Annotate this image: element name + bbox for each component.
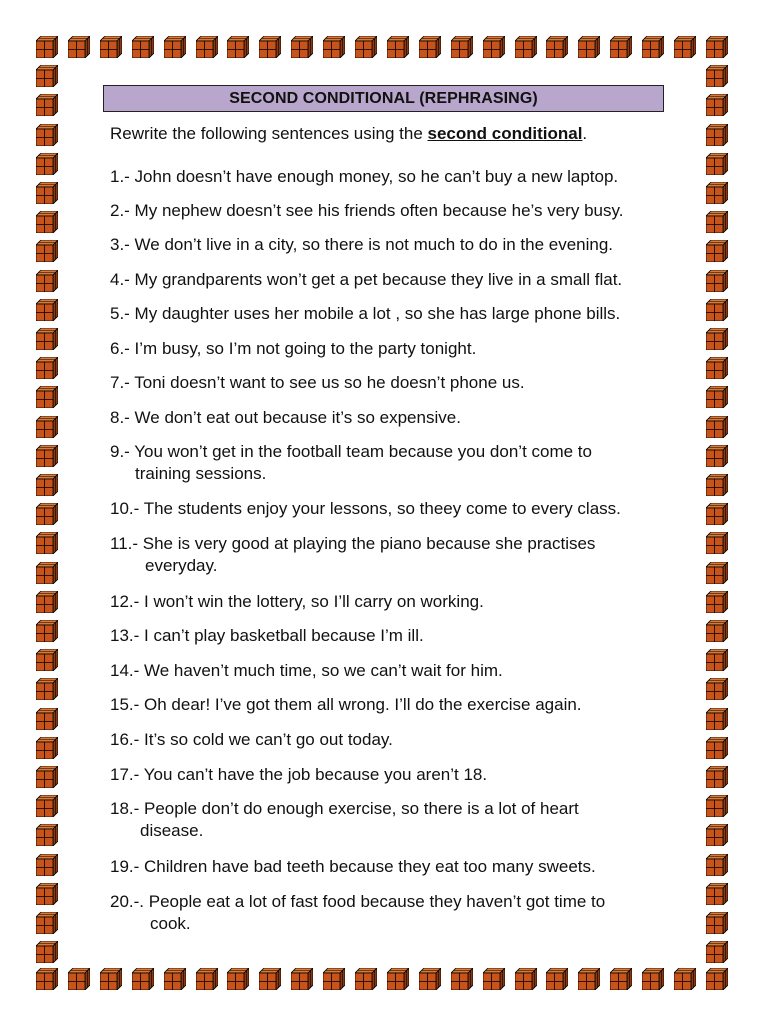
brick-cube-icon xyxy=(36,65,58,87)
exercise-item: 1.- John doesn’t have enough money, so he can’t buy a new laptop. xyxy=(110,167,619,186)
exercise-item: 17.- You can’t have the job because you aren’t 18. xyxy=(110,765,488,784)
brick-cube-icon xyxy=(323,36,345,58)
brick-cube-icon xyxy=(706,386,728,408)
brick-cube-icon xyxy=(706,708,728,730)
brick-cube-icon xyxy=(451,36,473,58)
exercise-item: 19.- Children have bad teeth because they eat too many sweets. xyxy=(110,857,596,876)
brick-cube-icon xyxy=(355,36,377,58)
brick-cube-icon xyxy=(36,968,58,990)
brick-cube-icon xyxy=(36,795,58,817)
brick-cube-icon xyxy=(706,912,728,934)
brick-cube-icon xyxy=(706,941,728,963)
brick-cube-icon xyxy=(578,36,600,58)
brick-cube-icon xyxy=(36,357,58,379)
brick-cube-icon xyxy=(36,474,58,496)
brick-cube-icon xyxy=(291,36,313,58)
exercise-item: 2.- My nephew doesn’t see his friends often because he’s very busy. xyxy=(110,201,624,220)
brick-cube-icon xyxy=(546,36,568,58)
brick-cube-icon xyxy=(68,36,90,58)
brick-cube-icon xyxy=(706,211,728,233)
brick-cube-icon xyxy=(706,824,728,846)
brick-cube-icon xyxy=(36,678,58,700)
brick-cube-icon xyxy=(36,416,58,438)
brick-cube-icon xyxy=(706,503,728,525)
brick-cube-icon xyxy=(706,328,728,350)
brick-cube-icon xyxy=(483,36,505,58)
brick-cube-icon xyxy=(259,968,281,990)
brick-cube-icon xyxy=(706,270,728,292)
brick-cube-icon xyxy=(36,708,58,730)
exercise-item: 5.- My daughter uses her mobile a lot , so she has large phone bills. xyxy=(110,304,621,323)
exercise-item: 6.- I’m busy, so I’m not going to the party tonight. xyxy=(110,339,477,358)
brick-cube-icon xyxy=(36,270,58,292)
brick-cube-icon xyxy=(706,766,728,788)
instructions-emphasis: second conditional xyxy=(427,124,583,143)
instructions-end: . xyxy=(582,124,588,143)
exercise-item: 9.- You won’t get in the football team because you don’t come to training sessions. xyxy=(110,442,592,483)
brick-cube-icon xyxy=(36,36,58,58)
brick-cube-icon xyxy=(68,968,90,990)
brick-cube-icon xyxy=(706,591,728,613)
brick-cube-icon xyxy=(387,968,409,990)
exercise-item: 3.- We don’t live in a city, so there is not much to do in the evening. xyxy=(110,235,614,254)
brick-cube-icon xyxy=(706,562,728,584)
brick-cube-icon xyxy=(291,968,313,990)
exercise-item: 10.- The students enjoy your lessons, so theey come to every class. xyxy=(110,499,621,518)
brick-cube-icon xyxy=(36,532,58,554)
brick-cube-icon xyxy=(706,737,728,759)
brick-cube-icon xyxy=(132,968,154,990)
brick-cube-icon xyxy=(355,968,377,990)
brick-cube-icon xyxy=(706,124,728,146)
brick-cube-icon xyxy=(706,416,728,438)
exercise-item: 4.- My grandparents won’t get a pet because they live in a small flat. xyxy=(110,270,623,289)
brick-cube-icon xyxy=(515,968,537,990)
instructions xyxy=(110,124,587,144)
instructions-text: Rewrite the following sentences using the xyxy=(110,124,428,143)
brick-cube-icon xyxy=(36,737,58,759)
exercise-item: 8.- We don’t eat out because it’s so expensive. xyxy=(110,408,461,427)
brick-cube-icon xyxy=(706,65,728,87)
brick-cube-icon xyxy=(706,532,728,554)
brick-cube-icon xyxy=(36,649,58,671)
brick-cube-icon xyxy=(706,795,728,817)
brick-cube-icon xyxy=(36,211,58,233)
brick-cube-icon xyxy=(36,620,58,642)
exercise-item: 7.- Toni doesn’t want to see us so he doesn’t phone us. xyxy=(110,373,525,392)
brick-cube-icon xyxy=(36,153,58,175)
brick-cube-icon xyxy=(674,968,696,990)
brick-cube-icon xyxy=(164,968,186,990)
brick-cube-icon xyxy=(227,968,249,990)
brick-cube-icon xyxy=(706,883,728,905)
brick-cube-icon xyxy=(610,36,632,58)
brick-cube-icon xyxy=(706,357,728,379)
brick-cube-icon xyxy=(36,182,58,204)
brick-cube-icon xyxy=(578,968,600,990)
brick-cube-icon xyxy=(36,240,58,262)
brick-cube-icon xyxy=(36,883,58,905)
brick-cube-icon xyxy=(706,36,728,58)
brick-cube-icon xyxy=(387,36,409,58)
brick-cube-icon xyxy=(36,94,58,116)
brick-cube-icon xyxy=(706,153,728,175)
brick-cube-icon xyxy=(546,968,568,990)
brick-cube-icon xyxy=(419,36,441,58)
brick-cube-icon xyxy=(36,124,58,146)
brick-cube-icon xyxy=(36,562,58,584)
brick-cube-icon xyxy=(419,968,441,990)
brick-cube-icon xyxy=(100,968,122,990)
exercise-item: 16.- It’s so cold we can’t go out today. xyxy=(110,730,393,749)
brick-cube-icon xyxy=(36,299,58,321)
brick-cube-icon xyxy=(706,94,728,116)
brick-cube-icon xyxy=(36,503,58,525)
brick-cube-icon xyxy=(36,941,58,963)
brick-cube-icon xyxy=(323,968,345,990)
brick-cube-icon xyxy=(196,968,218,990)
brick-cube-icon xyxy=(706,445,728,467)
brick-cube-icon xyxy=(674,36,696,58)
brick-cube-icon xyxy=(36,766,58,788)
exercise-item: 12.- I won’t win the lottery, so I’ll carry on working. xyxy=(110,592,484,611)
brick-cube-icon xyxy=(196,36,218,58)
brick-cube-icon xyxy=(36,328,58,350)
brick-cube-icon xyxy=(259,36,281,58)
brick-cube-icon xyxy=(642,968,664,990)
brick-cube-icon xyxy=(36,824,58,846)
brick-cube-icon xyxy=(36,854,58,876)
exercise-item: 11.- She is very good at playing the piano because she practises everyday. xyxy=(110,534,596,575)
exercise-item: 20.-. People eat a lot of fast food because they haven’t got time to cook. xyxy=(110,892,606,933)
brick-cube-icon xyxy=(100,36,122,58)
brick-cube-icon xyxy=(706,854,728,876)
brick-cube-icon xyxy=(706,240,728,262)
brick-cube-icon xyxy=(36,912,58,934)
brick-cube-icon xyxy=(483,968,505,990)
brick-cube-icon xyxy=(227,36,249,58)
brick-cube-icon xyxy=(706,299,728,321)
exercise-item: 13.- I can’t play basketball because I’m ill. xyxy=(110,626,424,645)
brick-cube-icon xyxy=(706,678,728,700)
brick-cube-icon xyxy=(132,36,154,58)
brick-cube-icon xyxy=(706,968,728,990)
brick-cube-icon xyxy=(642,36,664,58)
brick-cube-icon xyxy=(164,36,186,58)
brick-cube-icon xyxy=(451,968,473,990)
brick-cube-icon xyxy=(706,620,728,642)
exercise-item: 18.- People don’t do enough exercise, so there is a lot of heart disease. xyxy=(110,799,579,840)
brick-cube-icon xyxy=(706,649,728,671)
exercise-item: 14.- We haven’t much time, so we can’t wait for him. xyxy=(110,661,503,680)
brick-cube-icon xyxy=(706,474,728,496)
exercise-item: 15.- Oh dear! I’ve got them all wrong. I’ll do the exercise again. xyxy=(110,695,582,714)
brick-cube-icon xyxy=(706,182,728,204)
brick-cube-icon xyxy=(36,445,58,467)
brick-cube-icon xyxy=(515,36,537,58)
brick-cube-icon xyxy=(36,591,58,613)
brick-cube-icon xyxy=(36,386,58,408)
page-title: SECOND CONDITIONAL (REPHRASING) xyxy=(103,85,664,112)
brick-cube-icon xyxy=(610,968,632,990)
